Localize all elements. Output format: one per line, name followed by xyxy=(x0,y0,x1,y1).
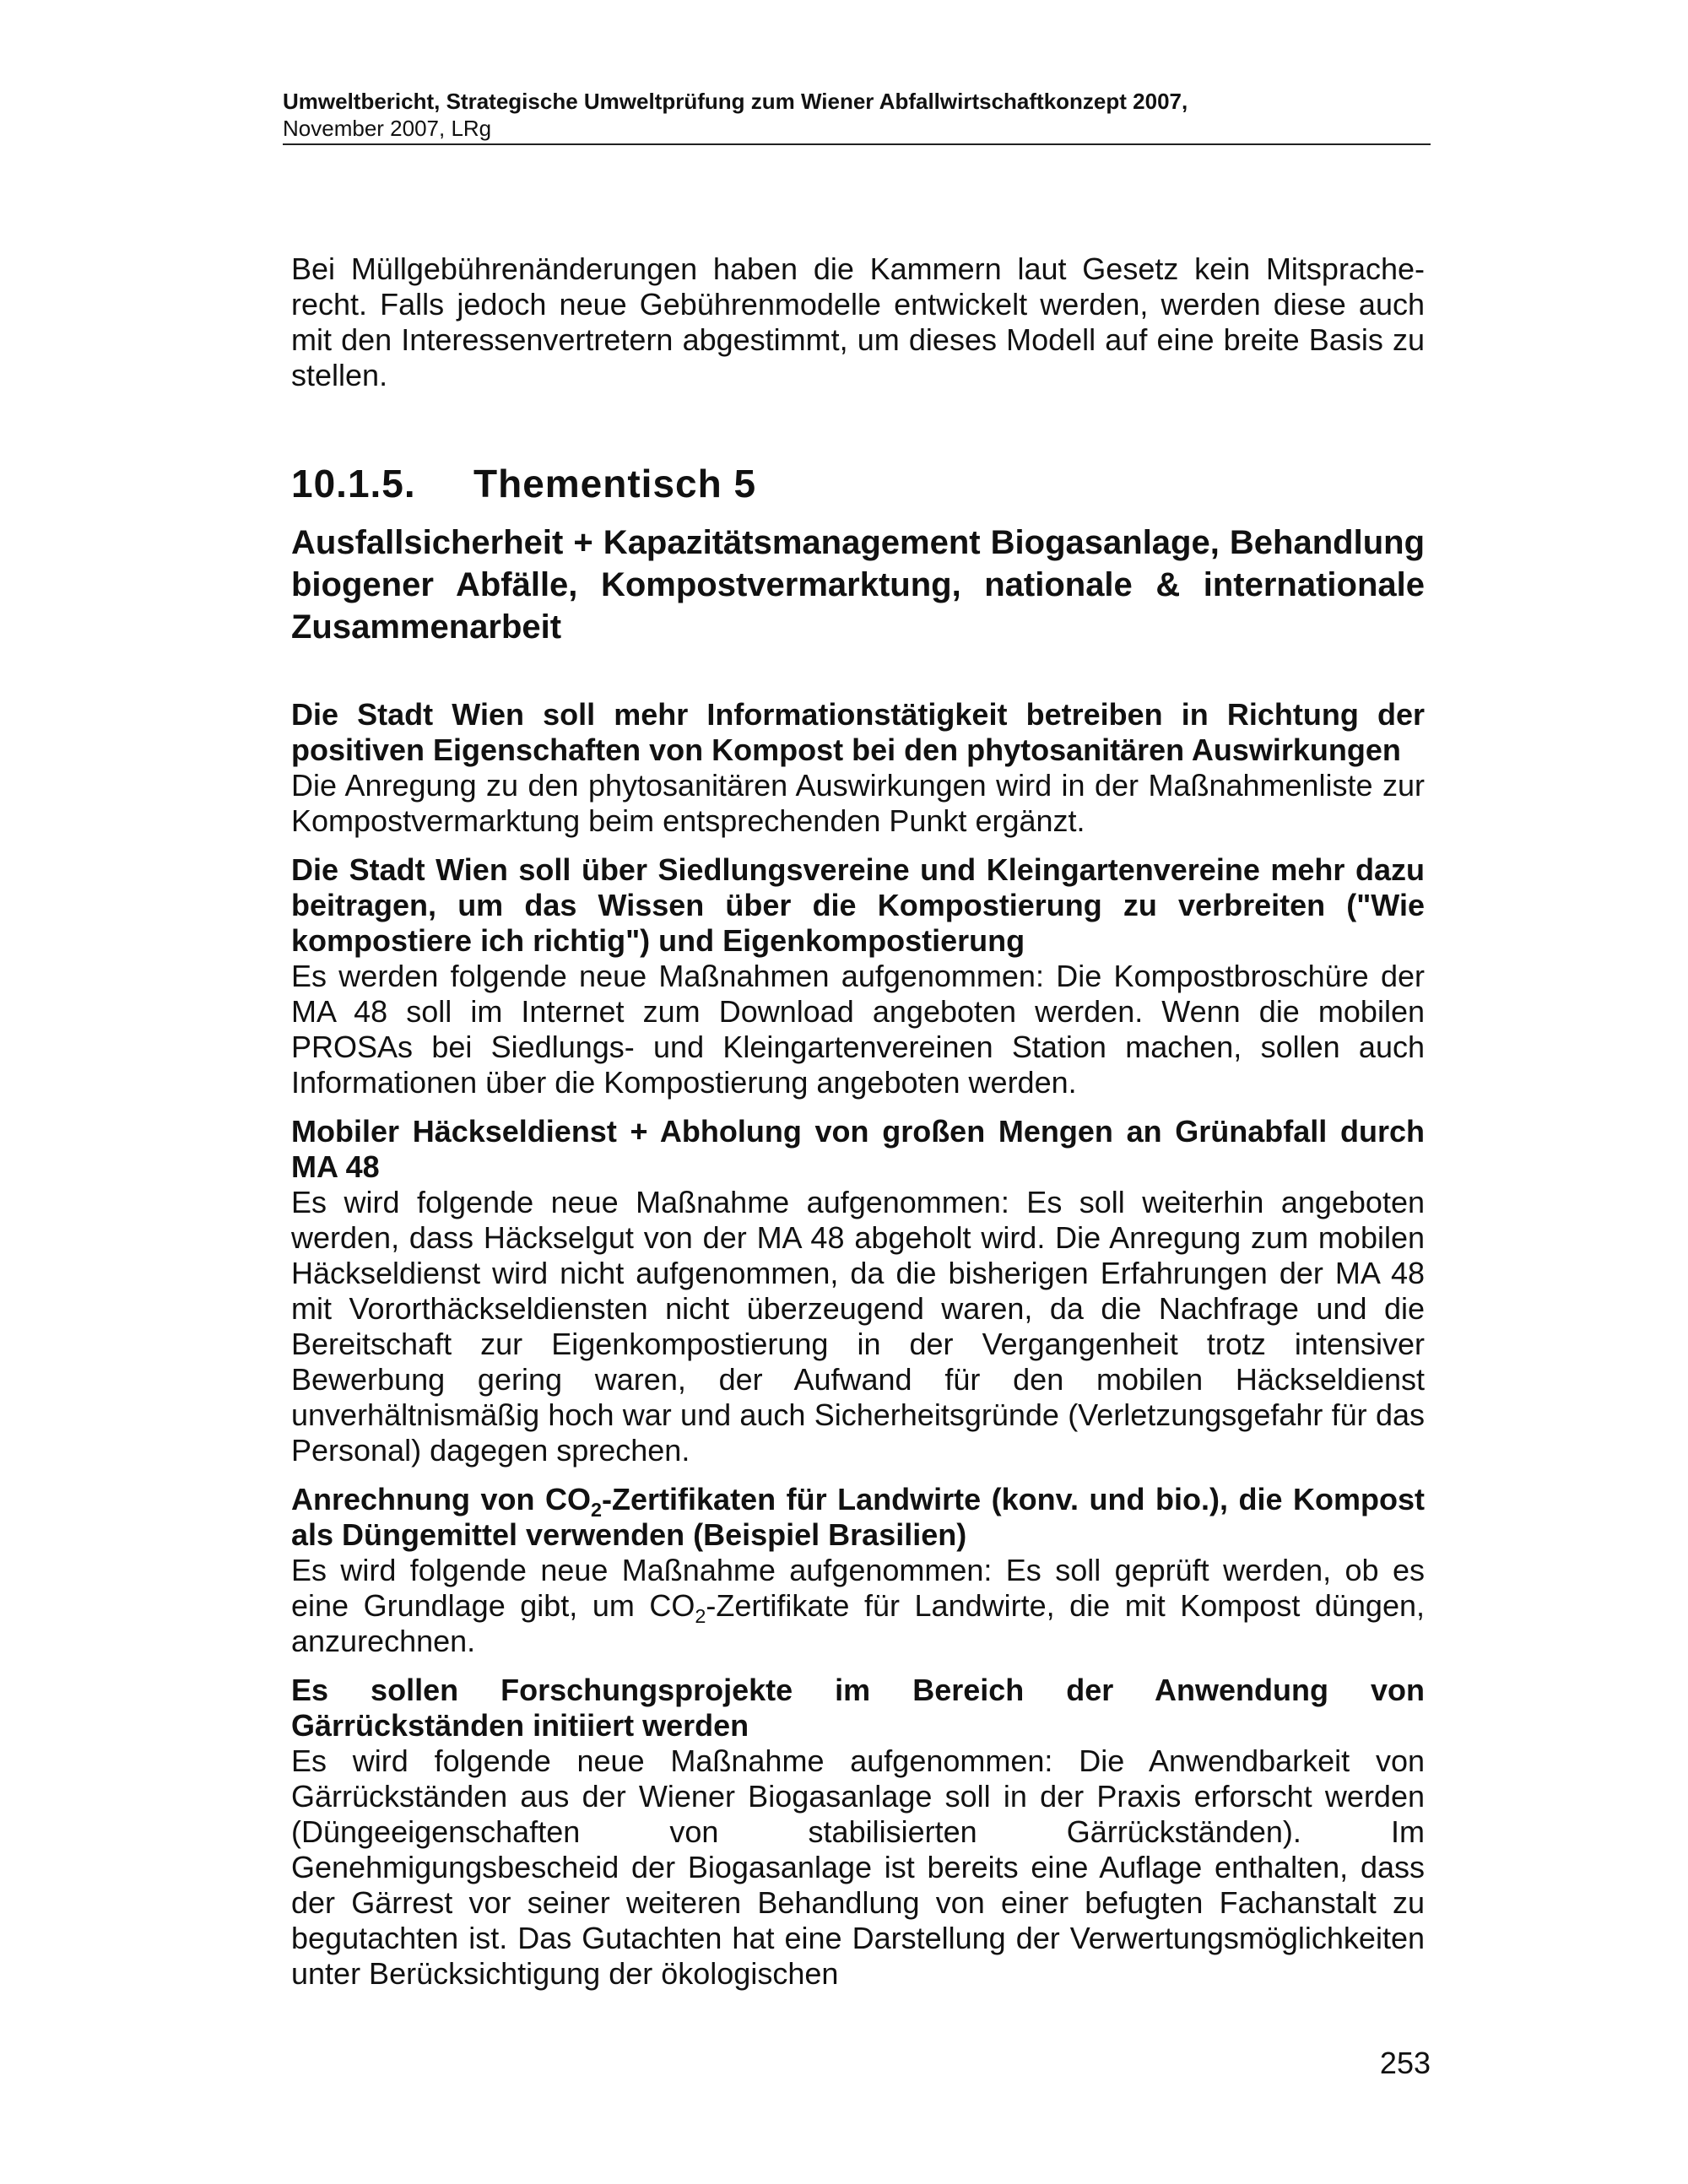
answer-text: -Zertifikate für Landwirte, die mit Kompost düngen, anzurechnen. xyxy=(291,1588,1425,1658)
question-text: -Zertifikaten für Landwirte (konv. und bio.), die Kompost als Düngemittel verwenden (Beispiel Brasilien) xyxy=(291,1482,1425,1552)
list-item xyxy=(291,852,1425,1100)
item-answer xyxy=(291,1553,1425,1659)
header-title: Umweltbericht, Strategische Umweltprüfung zum Wiener Abfallwirtschaftkonzept 2007, xyxy=(283,89,1188,114)
question-text: Anrechnung von CO xyxy=(291,1482,592,1516)
list-item xyxy=(291,1673,1425,1992)
item-question: Die Stadt Wien soll über Siedlungsvereine und Kleingartenvereine mehr dazu beitragen, um das Wissen über die Kompostierung zu verbreiten ("Wie kompostiere ich richtig") und Eigenkompostierung xyxy=(291,852,1425,958)
item-question xyxy=(291,1482,1425,1553)
item-answer: Es wird folgende neue Maßnahme aufgenommen: Es soll weiterhin angeboten werden, dass Häckselgut von der MA 48 abgeholt wird. Die Anregung zum mobilen Häckseldienst wird nicht aufgenommen, da die bisherigen Erfahrungen der MA 48 mit Vororthäckseldiensten nicht überzeugend waren, da die Nachfrage und die Bereitschaft zur Eigenkompostierung in der Vergangenheit trotz intensiver Bewerbung gering waren, der Aufwand für den mobilen Häckseldienst unverhältnismäßig hoch war und auch Sicherheitsgründe (Verletzungsgefahr für das Personal) dagegen sprechen. xyxy=(291,1185,1425,1468)
header-subtitle: November 2007, LRg xyxy=(283,116,492,141)
subscript-2: 2 xyxy=(591,1499,603,1522)
page-content xyxy=(291,251,1425,2005)
page-header xyxy=(283,88,1431,145)
section-number: 10.1.5. xyxy=(291,462,416,505)
item-question: Mobiler Häckseldienst + Abholung von großen Mengen an Grünabfall durch MA 48 xyxy=(291,1114,1425,1184)
item-question: Die Stadt Wien soll mehr Informationstätigkeit betreiben in Richtung der positiven Eigenschaften von Kompost bei den phytosanitären Auswirkungen xyxy=(291,697,1425,767)
answer-text: Es wird folgende neue Maßnahme aufgenommen: Es soll geprüft werden, ob es eine Grundlage gibt, um CO xyxy=(291,1553,1425,1623)
item-question: Es sollen Forschungsprojekte im Bereich der Anwendung von Gärrückständen initiiert werden xyxy=(291,1673,1425,1743)
item-answer: Es wird folgende neue Maßnahme aufgenommen: Die Anwendbarkeit von Gärrückständen aus der Wiener Biogasanlage soll in der Praxis erforscht werden (Düngeeigenschaften von stabilisierten Gärrückständen). Im Genehmigungsbescheid der Biogasanlage ist bereits eine Auflage enthalten, dass der Gärrest vor seiner weiteren Behandlung von einer befugten Fachanstalt zu begutachten ist. Das Gutachten hat eine Darstellung der Verwertungsmöglichkeiten unter Berücksichtigung der ökologischen xyxy=(291,1743,1425,1991)
page-number: 253 xyxy=(1379,2046,1431,2080)
list-item xyxy=(291,1482,1425,1659)
subscript-2: 2 xyxy=(695,1605,706,1628)
section-subtitle: Ausfallsicherheit + Kapazitätsmanagement Biogasanlage, Behandlung biogener Abfälle, Kompostvermarktung, nationale & internationale Zusammenarbeit xyxy=(291,524,1425,646)
list-item xyxy=(291,697,1425,839)
item-answer: Es werden folgende neue Maßnahmen aufgenommen: Die Kompostbroschüre der MA 48 soll im Internet zum Download angeboten werden. Wenn die mobilen PROSAs bei Siedlungs- und Kleingartenvereinen Station machen, sollen auch Informationen über die Kompostierung angeboten werden. xyxy=(291,959,1425,1100)
section-title: Thementisch 5 xyxy=(473,462,757,505)
intro-paragraph: Bei Müllgebührenänderungen haben die Kammern laut Gesetz kein Mitsprache-recht. Falls jedoch neue Gebührenmodelle entwickelt werden, werden diese auch mit den Interessenvertretern abgestimmt, um dieses Modell auf eine breite Basis zu stellen. xyxy=(291,251,1425,392)
item-answer: Die Anregung zu den phytosanitären Auswirkungen wird in der Maßnahmenliste zur Kompostvermarktung beim entsprechenden Punkt ergänzt. xyxy=(291,768,1425,838)
list-item xyxy=(291,1114,1425,1468)
section-heading xyxy=(291,461,1425,506)
